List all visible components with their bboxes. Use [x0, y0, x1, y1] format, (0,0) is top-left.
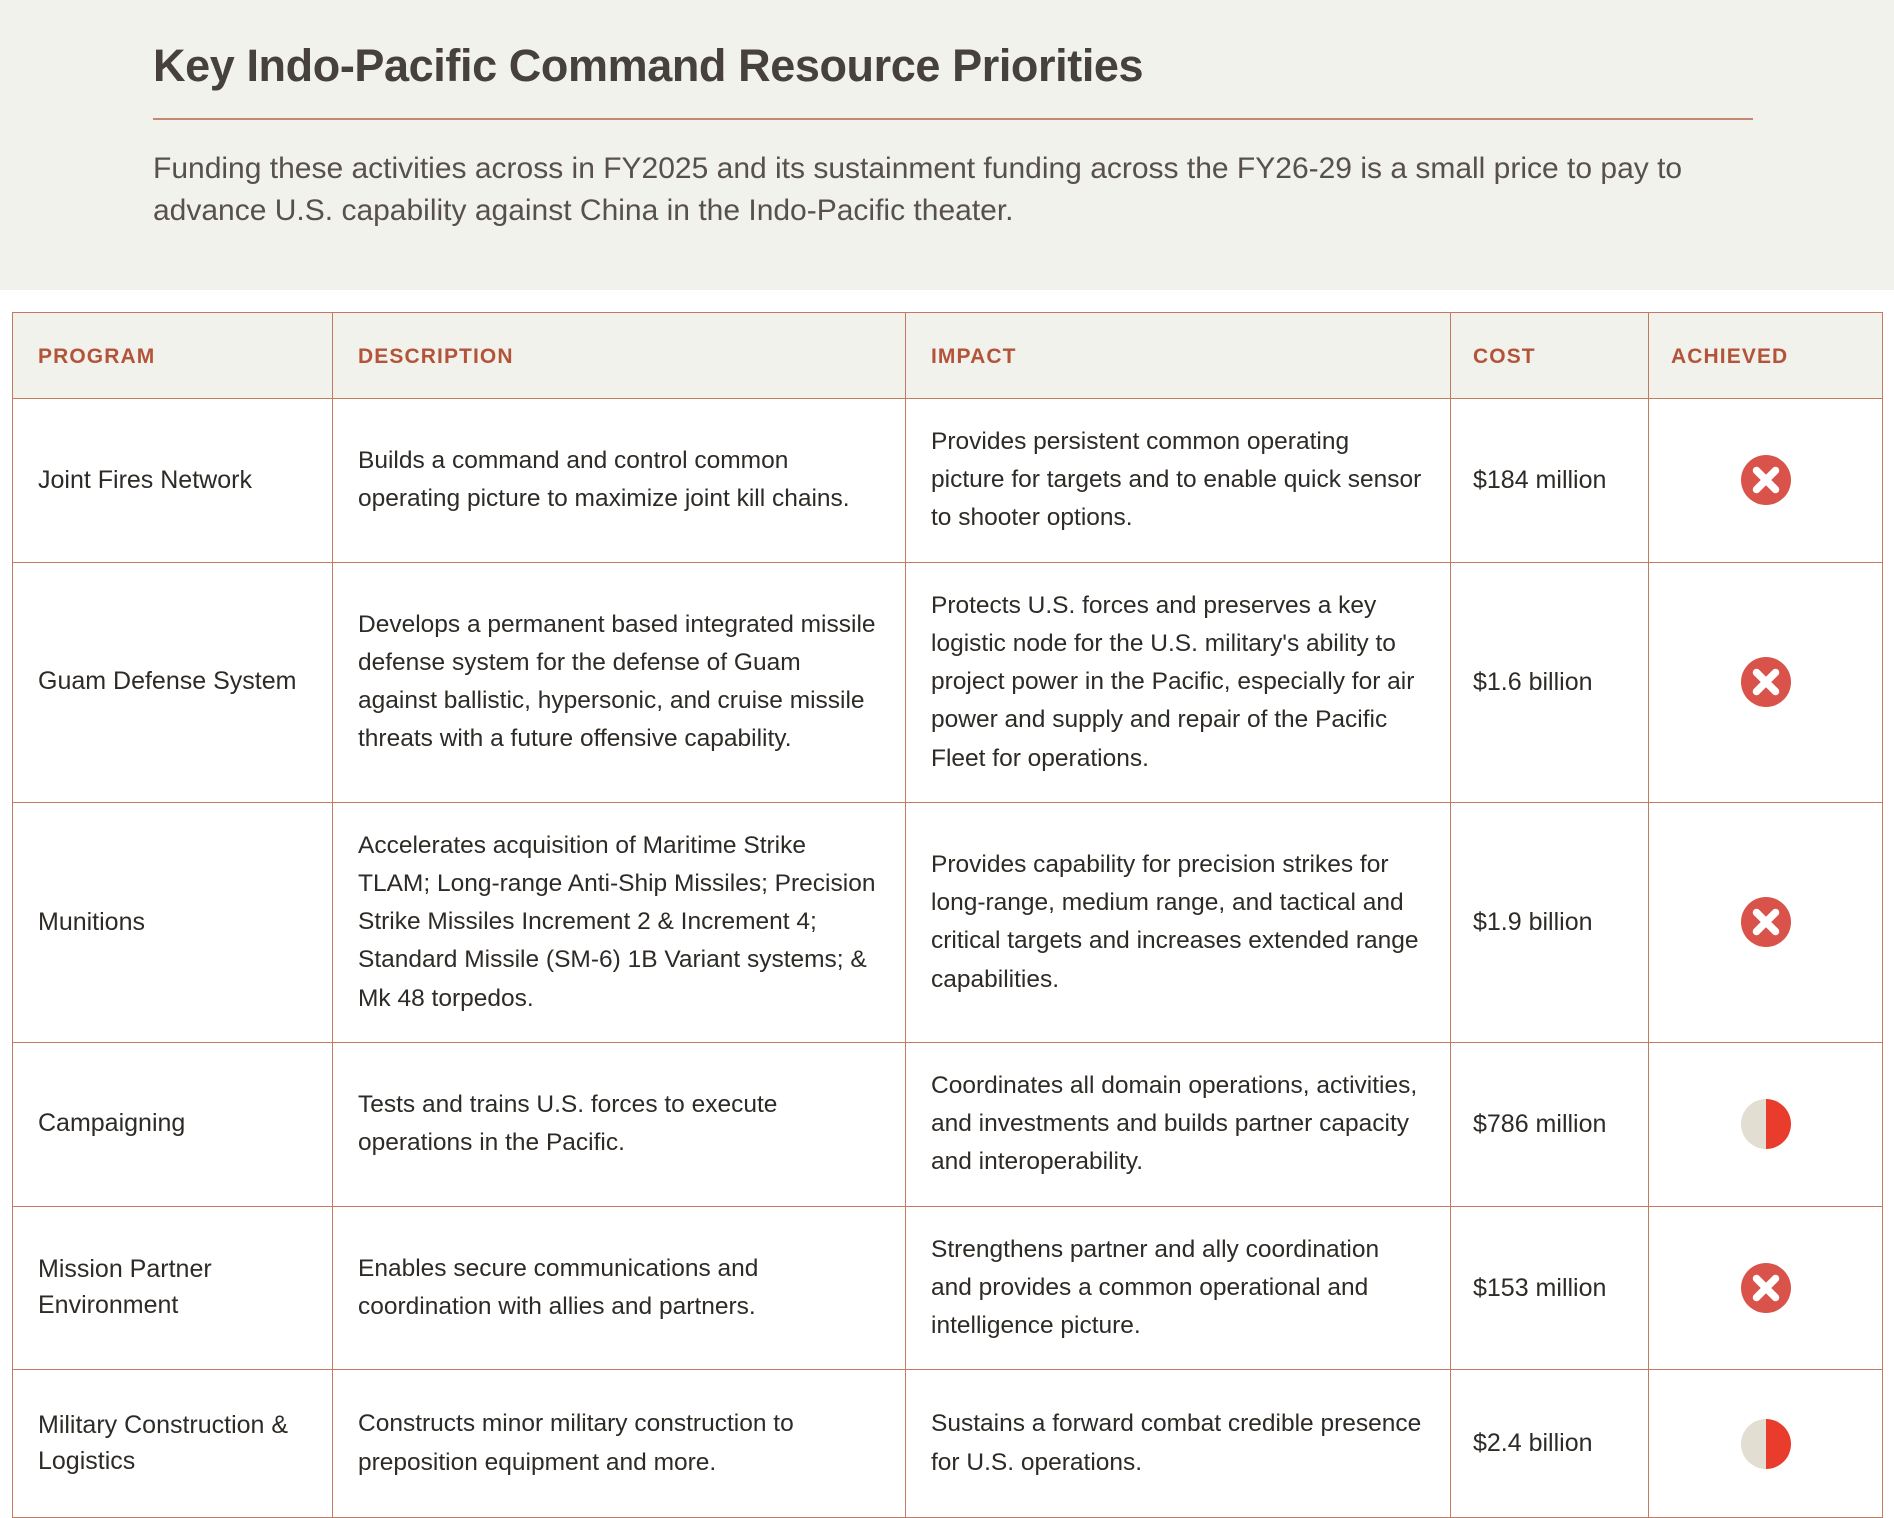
priorities-table — [12, 312, 1883, 1518]
cell-achieved — [1649, 1206, 1883, 1370]
table-row — [13, 802, 1883, 1042]
table-row — [13, 562, 1883, 802]
circle-x-icon — [1738, 1260, 1794, 1316]
cell-achieved — [1649, 1370, 1883, 1518]
cell-description: Accelerates acquisition of Maritime Strike TLAM; Long-range Anti-Ship Missiles; Precision Strike Missiles Increment 2 & Increment 4; Standard Missile (SM-6) 1B Variant systems; & Mk 48 torpedos. — [333, 802, 906, 1042]
cell-cost: $1.6 billion — [1451, 562, 1649, 802]
cell-achieved — [1649, 1042, 1883, 1206]
cell-description: Constructs minor military construction to preposition equipment and more. — [333, 1370, 906, 1518]
page-title: Key Indo-Pacific Command Resource Priorities — [153, 40, 1144, 91]
cell-achieved — [1649, 399, 1883, 563]
title-divider — [153, 118, 1753, 120]
cell-program: Munitions — [13, 802, 333, 1042]
cell-impact: Sustains a forward combat credible presence for U.S. operations. — [906, 1370, 1451, 1518]
header-inner — [0, 40, 1894, 233]
column-header-achieved: ACHIEVED — [1649, 313, 1883, 399]
cell-impact: Strengthens partner and ally coordination and provides a common operational and intelligence picture. — [906, 1206, 1451, 1370]
header-band — [0, 0, 1894, 290]
column-header-program: PROGRAM — [13, 313, 333, 399]
cell-impact: Provides capability for precision strikes for long-range, medium range, and tactical and critical targets and increases extended range capabilities. — [906, 802, 1451, 1042]
cell-impact: Provides persistent common operating picture for targets and to enable quick sensor to shooter options. — [906, 399, 1451, 563]
table-row — [13, 1206, 1883, 1370]
table-row — [13, 399, 1883, 563]
table-row — [13, 1042, 1883, 1206]
circle-x-icon — [1738, 894, 1794, 950]
cell-program: Joint Fires Network — [13, 399, 333, 563]
circle-x-icon — [1738, 654, 1794, 710]
cell-impact: Coordinates all domain operations, activities, and investments and builds partner capacity and interoperability. — [906, 1042, 1451, 1206]
half-circle-icon — [1738, 1096, 1794, 1152]
table-header-row — [13, 313, 1883, 399]
cell-program: Mission Partner Environment — [13, 1206, 333, 1370]
cell-description: Builds a command and control common operating picture to maximize joint kill chains. — [333, 399, 906, 563]
table-head — [13, 313, 1883, 399]
table-row — [13, 1370, 1883, 1518]
cell-description: Enables secure communications and coordination with allies and partners. — [333, 1206, 906, 1370]
cell-impact: Protects U.S. forces and preserves a key logistic node for the U.S. military's ability to project power in the Pacific, especially for air power and supply and repair of the Pacific Fleet for operations. — [906, 562, 1451, 802]
cell-description: Tests and trains U.S. forces to execute operations in the Pacific. — [333, 1042, 906, 1206]
column-header-description: DESCRIPTION — [333, 313, 906, 399]
cell-cost: $786 million — [1451, 1042, 1649, 1206]
cell-cost: $184 million — [1451, 399, 1649, 563]
circle-x-icon — [1738, 452, 1794, 508]
cell-achieved — [1649, 562, 1883, 802]
column-header-cost: COST — [1451, 313, 1649, 399]
cell-achieved — [1649, 802, 1883, 1042]
table-container — [0, 290, 1894, 1518]
cell-program: Military Construction & Logistics — [13, 1370, 333, 1518]
cell-cost: $2.4 billion — [1451, 1370, 1649, 1518]
cell-cost: $153 million — [1451, 1206, 1649, 1370]
half-circle-icon — [1738, 1416, 1794, 1472]
cell-description: Develops a permanent based integrated missile defense system for the defense of Guam against ballistic, hypersonic, and cruise missile threats with a future offensive capability. — [333, 562, 906, 802]
cell-program: Campaigning — [13, 1042, 333, 1206]
column-header-impact: IMPACT — [906, 313, 1451, 399]
cell-program: Guam Defense System — [13, 562, 333, 802]
table-body — [13, 399, 1883, 1518]
cell-cost: $1.9 billion — [1451, 802, 1649, 1042]
page-subtitle: Funding these activities across in FY2025 and its sustainment funding across the FY26-29 is a small price to pay to advance U.S. capability against China in the Indo-Pacific theater. — [153, 151, 1683, 228]
